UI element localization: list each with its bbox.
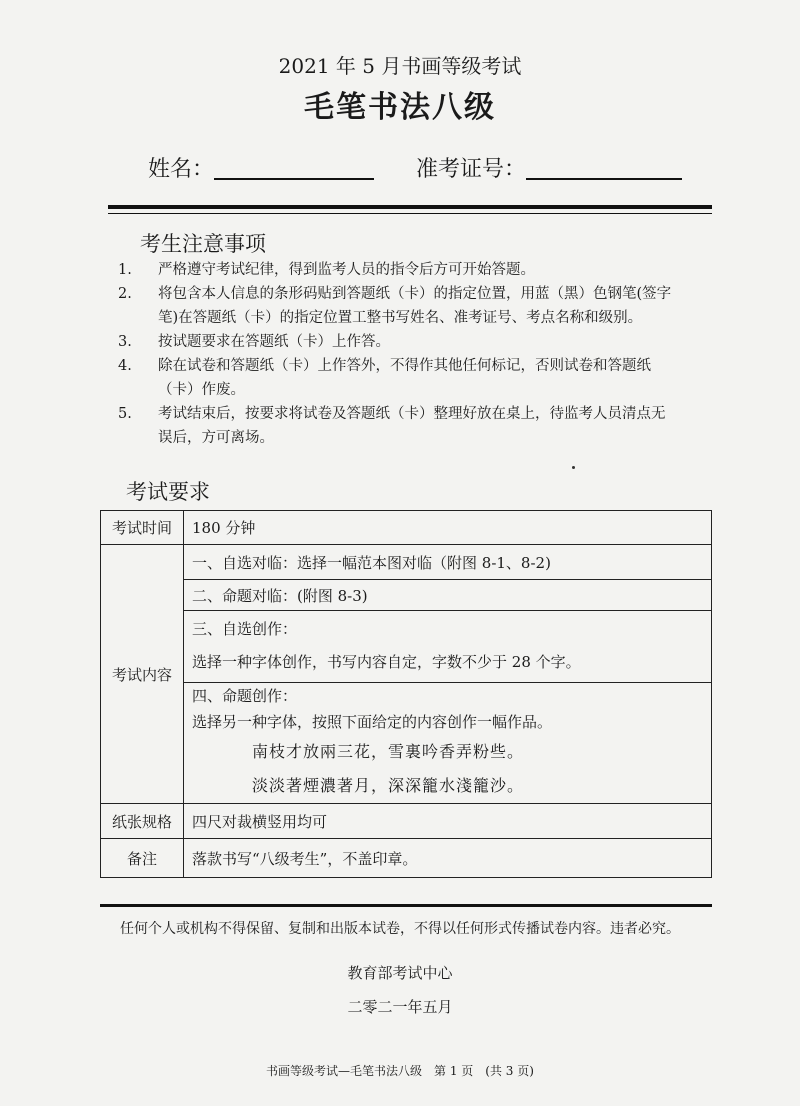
task-3-desc: 选择一种字体创作，书写内容自定，字数不少于 28 个字。 [192, 652, 581, 671]
poem-line-1: 南枝才放兩三花，雪裏吟香弄粉些。 [252, 742, 525, 761]
notice-item [118, 354, 678, 402]
notice-text: 除在试卷和答题纸（卡）上作答外，不得作其他任何标记，否则试卷和答题纸（卡）作废。 [158, 358, 651, 398]
poem-line-2: 淡淡著煙濃著月，深深籠水淺籠沙。 [252, 776, 525, 795]
exam-id-label: 准考证号： [416, 157, 527, 182]
notice-number: 5. [118, 406, 132, 422]
time-value: 180 分钟 [184, 511, 712, 545]
task-3 [184, 611, 712, 683]
remark-value: 落款书写“八级考生”，不盖印章。 [184, 839, 712, 878]
exam-id-field-line[interactable] [526, 178, 682, 180]
notice-item [118, 282, 678, 330]
notice-text: 将包含本人信息的条形码贴到答题纸（卡）的指定位置，用蓝（黑）色钢笔(签字笔)在答题纸（卡）的指定位置工整书写姓名、准考证号、考点名称和级别。 [158, 286, 672, 326]
notice-item [118, 402, 678, 450]
table-row [101, 683, 712, 804]
task-1: 一、自选对临：选择一幅范本图对临（附图 8-1、8-2) [184, 545, 712, 580]
requirements-heading: 考试要求 [126, 480, 210, 504]
task-2: 二、命题对临：(附图 8-3) [184, 580, 712, 611]
task-4-desc: 选择另一种字体，按照下面给定的内容创作一幅作品。 [192, 713, 553, 731]
table-row [101, 611, 712, 683]
notice-text: 按试题要求在答题纸（卡）上作答。 [158, 334, 390, 350]
notice-number: 3. [118, 334, 132, 350]
remark-label: 备注 [101, 839, 184, 878]
notice-number: 1. [118, 262, 132, 278]
paper-label: 纸张规格 [101, 804, 184, 839]
table-row [101, 511, 712, 545]
table-row [101, 545, 712, 580]
notice-item [118, 330, 678, 354]
name-field-line[interactable] [214, 178, 374, 180]
task-3-title: 三、自选创作： [192, 619, 298, 638]
copyright-notice: 任何个人或机构不得保留、复制和出版本试卷，不得以任何形式传播试卷内容。违者必究。 [120, 921, 680, 937]
notice-number: 2. [118, 286, 132, 302]
task-4 [184, 683, 712, 804]
notice-number: 4. [118, 358, 132, 374]
notices-heading: 考生注意事项 [140, 232, 266, 256]
paper-value: 四尺对裁横竖用均可 [184, 804, 712, 839]
header-divider-thin [108, 213, 712, 214]
header-divider-thick [108, 205, 712, 209]
stray-mark [572, 466, 575, 469]
exam-session-title: 2021 年 5 月书画等级考试 [278, 54, 522, 78]
name-label: 姓名： [148, 157, 215, 182]
table-row [101, 839, 712, 878]
notice-item [118, 258, 678, 282]
issuer: 教育部考试中心 [347, 964, 453, 982]
content-label: 考试内容 [101, 545, 184, 804]
exam-subject-title: 毛笔书法八级 [304, 90, 496, 125]
table-row [101, 804, 712, 839]
footer-divider [100, 904, 712, 907]
page-footer: 书画等级考试—毛笔书法八级 第 1 页 (共 3 页) [266, 1064, 534, 1078]
time-label: 考试时间 [101, 511, 184, 545]
requirements-table [100, 510, 712, 878]
candidate-info-row [148, 152, 708, 186]
notice-text: 严格遵守考试纪律，得到监考人员的指令后方可开始答题。 [158, 262, 535, 278]
issue-date: 二零二一年五月 [347, 998, 453, 1016]
notices-list [118, 258, 678, 450]
notice-text: 考试结束后，按要求将试卷及答题纸（卡）整理好放在桌上，待监考人员清点无误后，方可离场。 [158, 406, 666, 446]
task-4-title: 四、命题创作： [192, 687, 298, 705]
table-row [101, 580, 712, 611]
